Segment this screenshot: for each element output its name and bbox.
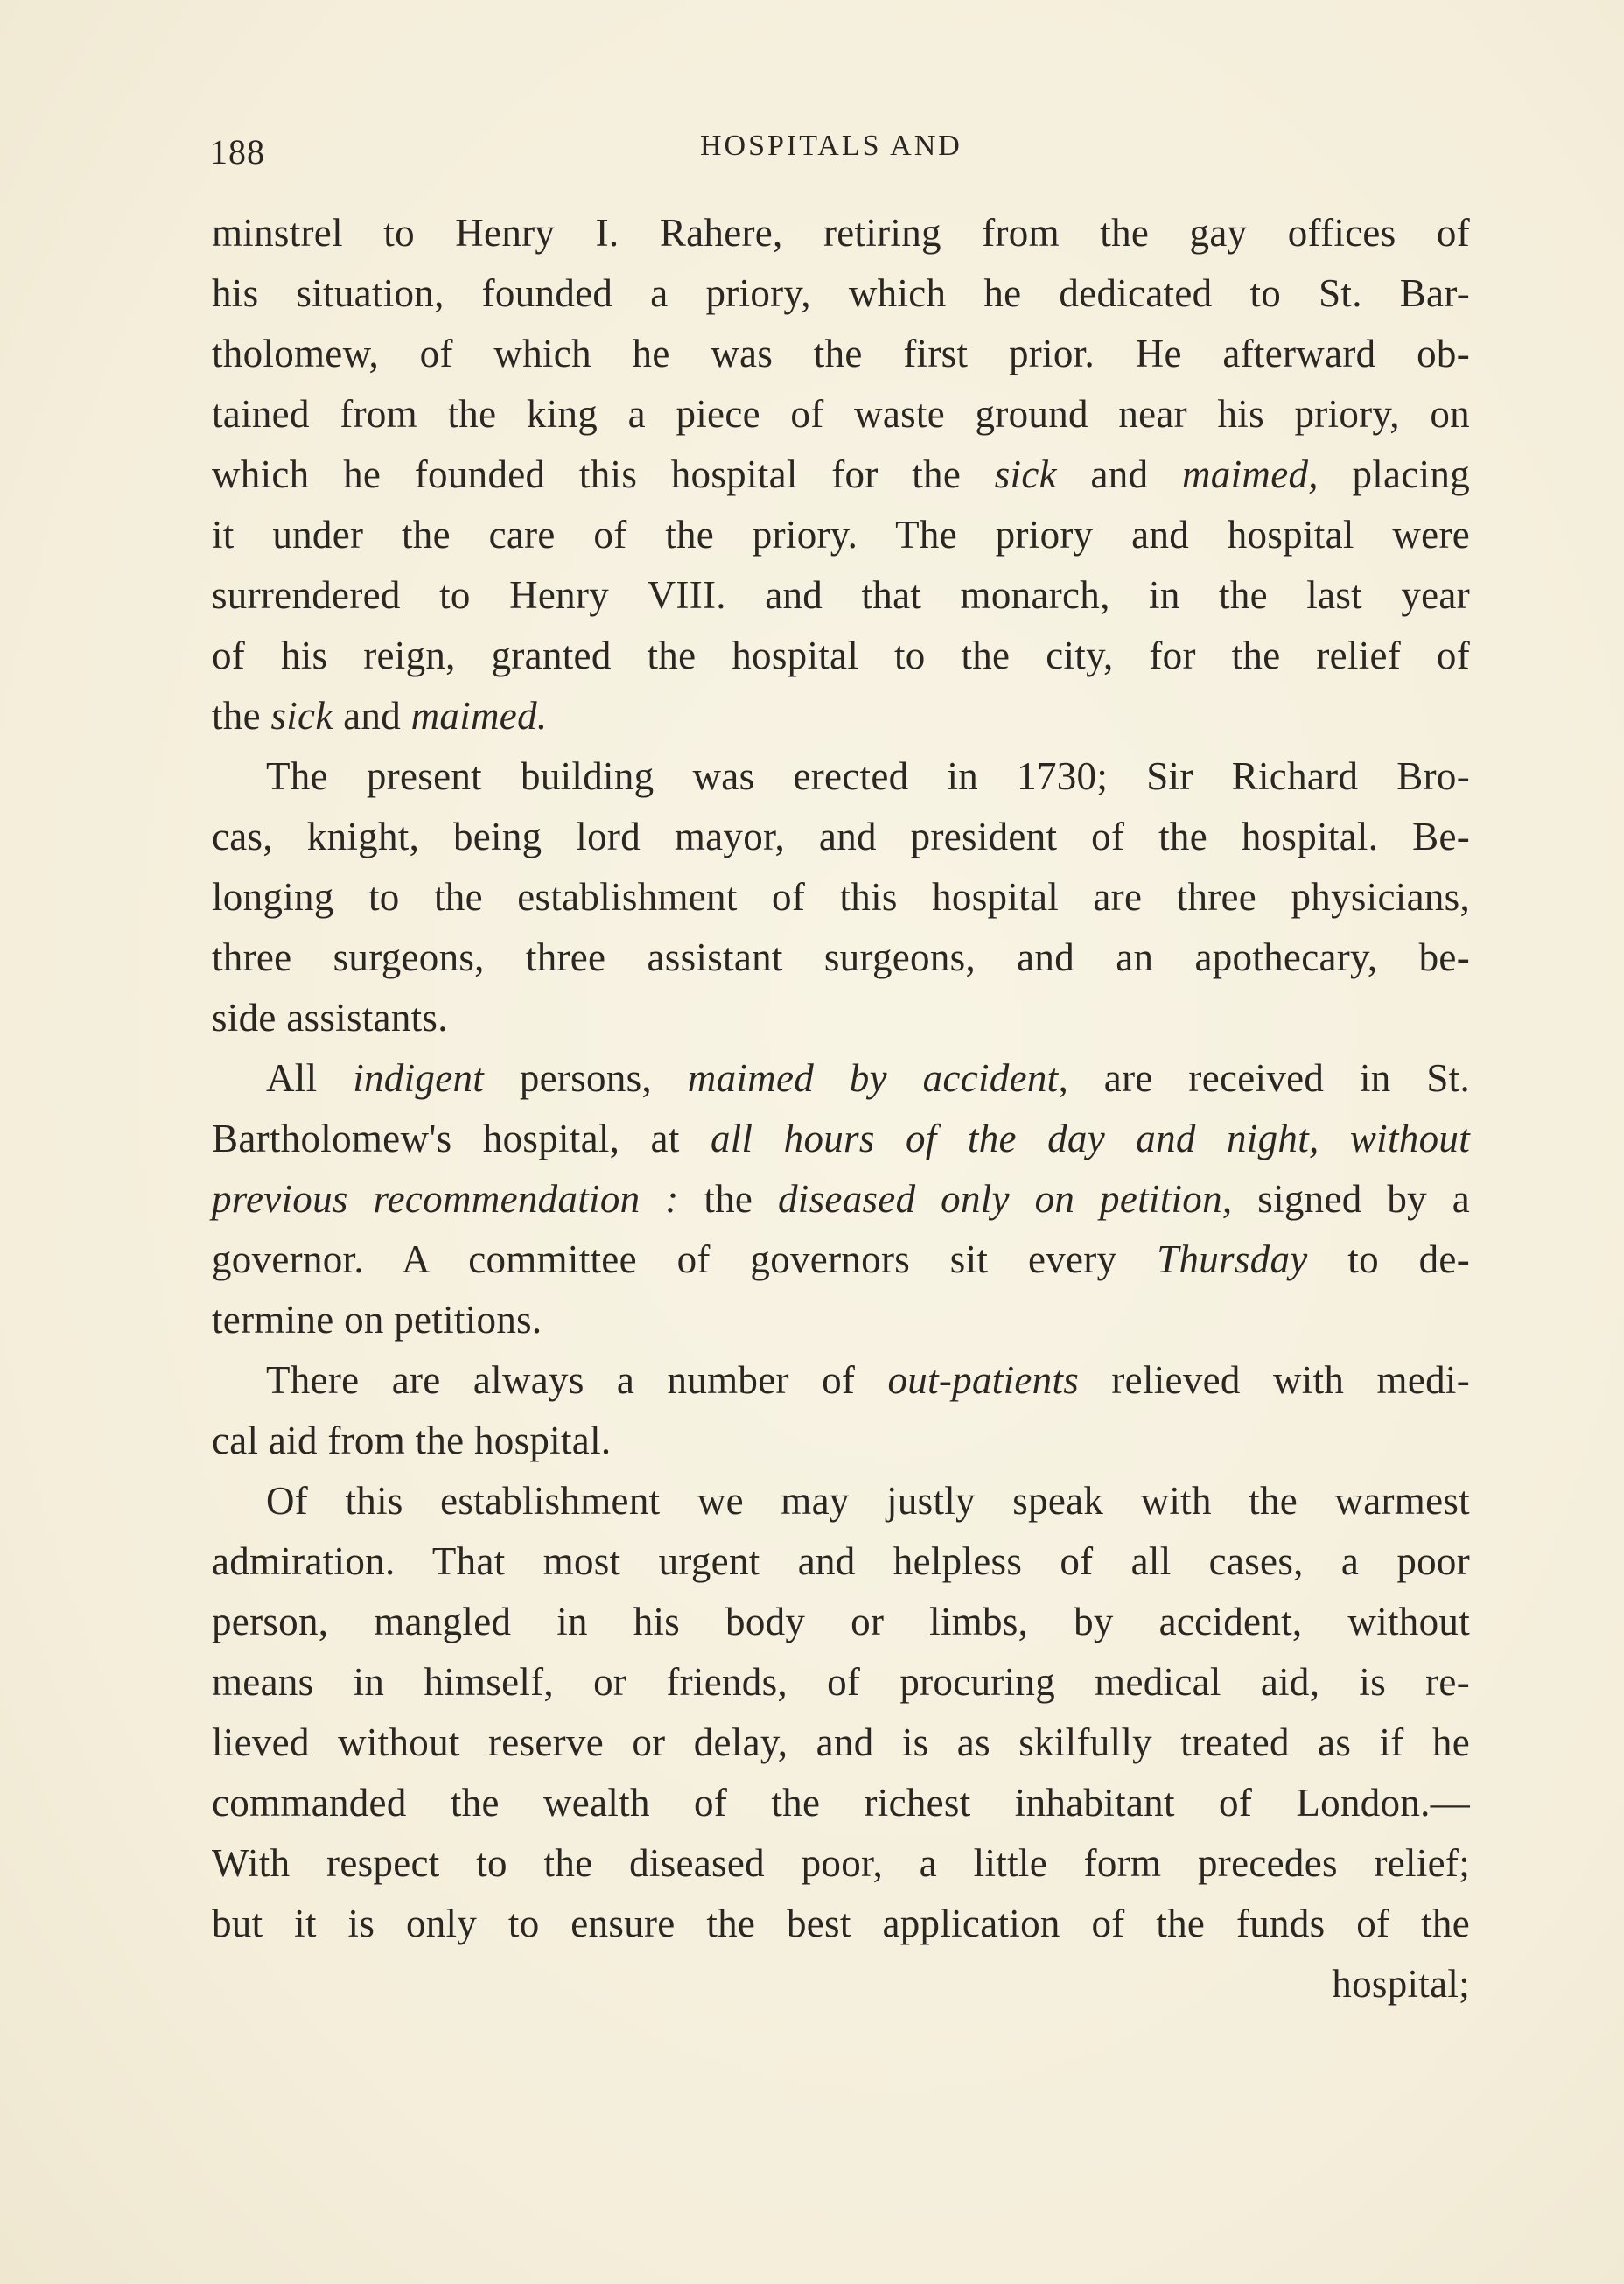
italic-phrase: maimed, [1182,452,1319,496]
text-line: tholomew, of which he was the first prior. He afterward ob- [212,332,1470,375]
text-line [212,686,1470,746]
text-segment: the [678,1177,778,1221]
catchword: hospital; [1332,1962,1470,2006]
text-segment: governor. A committee of governors sit every [212,1237,1158,1281]
text-line: his situation, founded a priory, which he dedicated to St. Bar- [212,271,1470,315]
text-segment: are received in St. [1068,1056,1471,1100]
text-segment: and [1056,452,1182,496]
text-line [212,1230,1470,1290]
italic-phrase: all hours of the day and night, without [710,1117,1470,1160]
text-line: cas, knight, being lord mayor, and president of the hospital. Be- [212,815,1470,858]
text-line: lieved without reserve or delay, and is as skilfully treated as if he [212,1720,1470,1764]
italic-phrase: sick [270,694,333,738]
text-segment: Bartholomew's hospital, at [212,1117,710,1160]
text-segment: persons, [484,1056,688,1100]
text-line [212,445,1470,505]
italic-phrase: diseased only on petition, [778,1177,1233,1221]
text-line: it under the care of the priory. The priory and hospital were [212,513,1470,557]
text-segment: to de- [1307,1237,1470,1281]
body-text [212,203,1470,2014]
running-head: HOSPITALS AND [700,130,962,162]
italic-phrase: Thursday [1157,1237,1308,1281]
text-line: The present building was erected in 1730; Sir Richard Bro- [266,754,1470,798]
italic-phrase: sick [994,452,1057,496]
italic-phrase: out-patients [887,1358,1080,1402]
italic-phrase: maimed by accident, [687,1056,1069,1100]
text-line: of his reign, granted the hospital to the city, for the relief of [212,634,1470,677]
text-line: surrendered to Henry VIII. and that monarch, in the last year [212,573,1470,617]
text-line: person, mangled in his body or limbs, by accident, without [212,1600,1470,1643]
text-line: three surgeons, three assistant surgeons, and an apothecary, be- [212,935,1470,979]
italic-phrase: previous recommendation : [212,1177,679,1221]
text-line [212,1109,1470,1169]
text-line: means in himself, or friends, of procuring medical aid, is re- [212,1660,1470,1704]
text-line: minstrel to Henry I. Rahere, retiring from the gay offices of [212,211,1470,255]
text-line: cal aid from the hospital. [212,1419,612,1462]
text-segment: All [266,1056,354,1100]
text-segment: and [332,694,411,738]
text-segment: relieved with medi- [1079,1358,1470,1402]
text-line: side assistants. [212,996,448,1040]
page-number: 188 [210,132,265,172]
text-line: tained from the king a piece of waste ground near his priory, on [212,392,1470,436]
text-line: termine on petitions. [212,1298,542,1342]
text-line [212,1350,1470,1411]
text-segment: There are always a number of [266,1358,888,1402]
text-line [212,1048,1470,1109]
text-line: commanded the wealth of the richest inhabitant of London.— [212,1781,1470,1825]
text-segment: signed by a [1232,1177,1471,1221]
text-segment: which he founded this hospital for the [212,452,995,496]
text-segment: placing [1318,452,1470,496]
text-line [212,1169,1470,1230]
text-segment: the [212,694,271,738]
italic-phrase: indigent [353,1056,485,1100]
text-line: longing to the establishment of this hospital are three physicians, [212,875,1470,919]
text-line: admiration. That most urgent and helpless of all cases, a poor [212,1539,1470,1583]
page-header [210,124,1470,177]
text-line: Of this establishment we may justly speak with the warmest [266,1479,1470,1523]
text-line: but it is only to ensure the best application of the funds of the [212,1902,1470,1945]
text-line: With respect to the diseased poor, a little form precedes relief; [212,1841,1470,1885]
italic-phrase: maimed. [410,694,548,738]
